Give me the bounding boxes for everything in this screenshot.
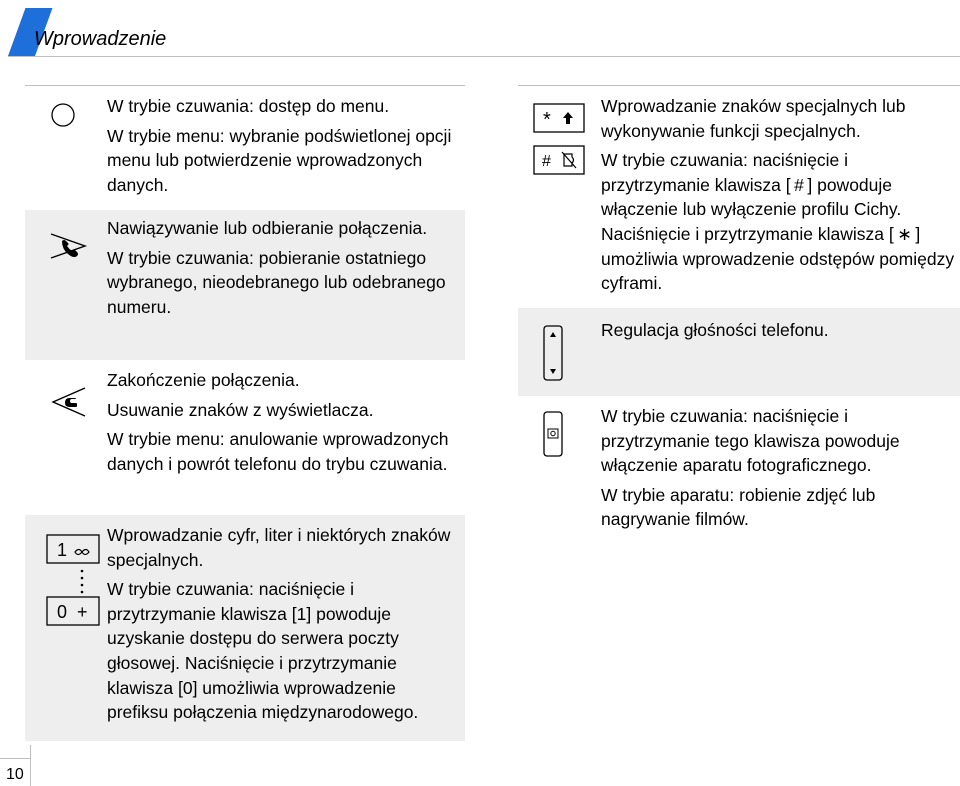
dial-key-icon [45, 226, 115, 266]
svg-text:*: * [543, 109, 551, 131]
key-description: W trybie czuwania: naciśnięcie i przytrzymanie klawisza [1] powoduje uzyskanie dostępu do serwera poczty głosowej. Naciśnięcie i przytrzymanie klawisza [0] umożliwia wprowadzenie prefiksu połączenia międzynarodowego. [107, 579, 419, 723]
key-description: W trybie menu: wybranie podświetlonej opcji menu lub potwierdzenie wprowadzonych danych. [107, 125, 452, 195]
svg-text:+: + [77, 602, 88, 622]
svg-text:1: 1 [57, 540, 68, 560]
camera-key-icon [540, 410, 610, 460]
star-hash-keys-icon [532, 102, 602, 182]
volume-key-icon [540, 324, 610, 384]
footer-rule [0, 758, 30, 759]
end-clear-key-icon [45, 382, 115, 422]
key-row-end [25, 360, 465, 515]
key-row-numbers [25, 515, 465, 741]
key-row-star-hash [518, 86, 960, 308]
key-description: W trybie czuwania: naciśnięcie i przytrzymanie tego klawisza powoduje włączenie aparatu fotograficznego. [601, 406, 900, 476]
key-description: Zakończenie połączenia. [107, 370, 300, 390]
footer-vertical-rule [30, 745, 31, 786]
key-description: Usuwanie znaków z wyświetlacza. [107, 399, 374, 420]
key-row-volume [518, 308, 960, 396]
header-divider [8, 56, 960, 57]
key-description: Nawiązywanie lub odbieranie połączenia. [107, 218, 428, 238]
key-description: W trybie czuwania: naciśnięcie i przytrzymanie klawisza [ # ] powoduje włączenie lub wyłączenie profilu Cichy. Naciśnięcie i przytrzymanie klawisza [ ∗ ] umożliwia wprowadzenie odstępów pomiędzy cyframi. [601, 150, 955, 294]
key-description: W trybie menu: anulowanie wprowadzonych danych i powrót telefonu do trybu czuwania. [107, 429, 449, 474]
menu-ok-key-icon [45, 100, 115, 130]
key-row-camera [518, 396, 960, 546]
key-description: W trybie czuwania: dostęp do menu. [107, 96, 390, 116]
key-description: Regulacja głośności telefonu. [601, 320, 829, 340]
page-number: 10 [6, 766, 24, 783]
key-description: Wprowadzanie znaków specjalnych lub wykonywanie funkcji specjalnych. [601, 96, 906, 141]
key-description: W trybie aparatu: robienie zdjęć lub nagrywanie filmów. [601, 484, 876, 530]
number-keys-icon [45, 533, 115, 643]
svg-text:#: # [542, 153, 551, 170]
svg-text:0: 0 [57, 602, 68, 622]
section-title: Wprowadzenie [34, 28, 167, 50]
key-description: Wprowadzanie cyfr, liter i niektórych znaków specjalnych. [107, 525, 451, 570]
key-description: W trybie czuwania: pobieranie ostatniego wybranego, nieodebranego lub odebranego numeru. [107, 247, 446, 317]
key-row-dial [25, 210, 465, 360]
key-row-menu [25, 86, 465, 210]
